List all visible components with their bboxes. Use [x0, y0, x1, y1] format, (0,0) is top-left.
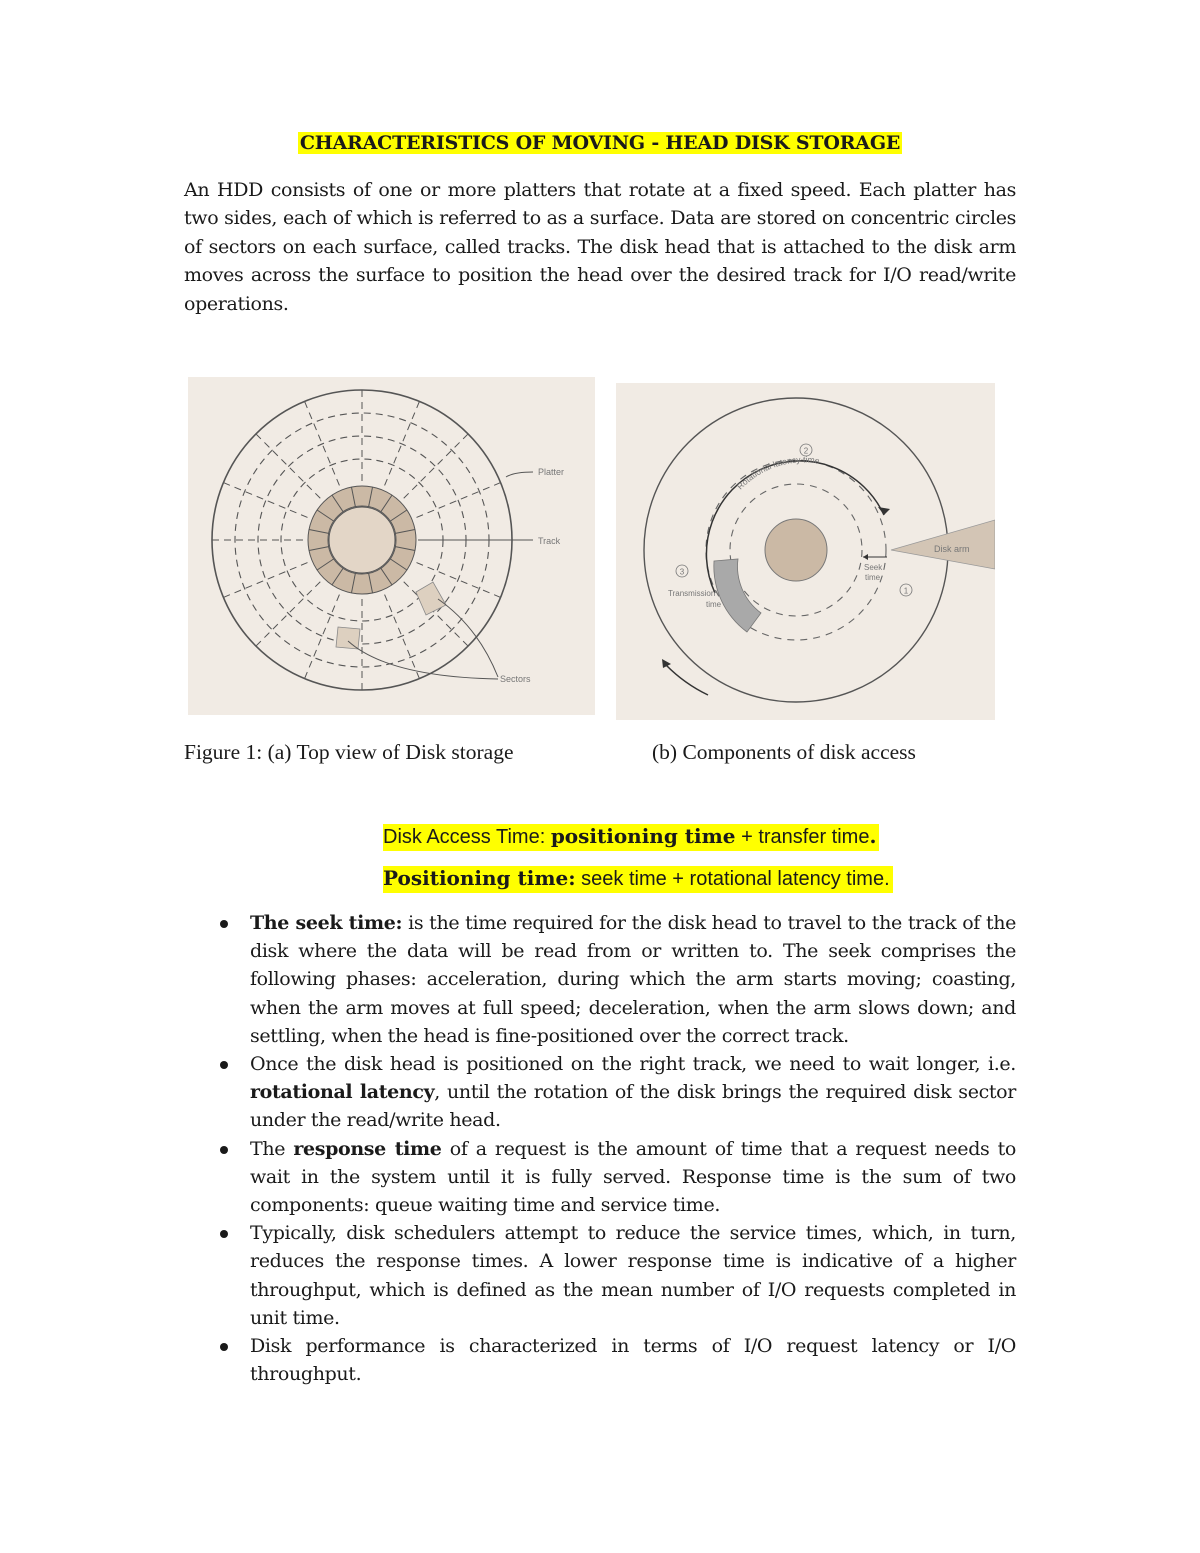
- transmission-time-label-line1: Transmission: [668, 589, 716, 598]
- bold-term: The seek time:: [250, 912, 403, 934]
- spindle-hub: [765, 519, 827, 581]
- formula-suffix: seek time + rotational latency time.: [575, 868, 890, 890]
- page-title: [0, 132, 1200, 154]
- list-item: The seek time: is the time required for the disk head to travel to the track of the disk where the data will be read from or written to. The seek comprises the following phases: acceleration, during which the arm starts moving; coasting, when the arm moves at full speed; deceleration, when the arm slows down; and settling, when the head is fine-positioned over the correct track.: [184, 909, 1016, 1050]
- highlighted-sector: [416, 582, 446, 615]
- rotational-latency-label: Rotational latency time: [734, 454, 821, 492]
- list-item: Typically, disk schedulers attempt to reduce the service times, which, in turn, reduces the response times. A lower response time is indicative of a higher throughput, which is defined as the mean number of I/O requests completed in unit time.: [184, 1219, 1016, 1332]
- platter-label: Platter: [538, 467, 565, 477]
- sectors-label: Sectors: [500, 674, 531, 684]
- figure-caption-b: (b) Components of disk access: [652, 740, 916, 764]
- transmission-sector: [714, 559, 761, 632]
- spindle-hub: [329, 507, 395, 573]
- bullet-icon: [220, 1061, 228, 1069]
- rotation-direction-arrowhead: [662, 659, 671, 668]
- step-2-number: 2: [803, 446, 809, 456]
- figure-disk-top-view: [188, 377, 595, 715]
- formula-suffix: + transfer time: [735, 826, 870, 848]
- bullet-icon: [220, 1146, 228, 1154]
- disk-access-time-formula: [383, 824, 879, 849]
- formula-end: .: [869, 824, 877, 848]
- intro-paragraph: An HDD consists of one or more platters that rotate at a fixed speed. Each platter has two sides, each of which is referred to as a surface. Data are stored on concentric circles of sectors on each surface, called tracks. The disk head that is attached to the disk arm moves across the surface to position the head over the desired track for I/O read/write operations.: [184, 179, 1016, 315]
- disk-top-view-diagram: [188, 377, 595, 715]
- track-label: Track: [538, 536, 561, 546]
- bullet-icon: [220, 1230, 228, 1238]
- step-1-number: 1: [903, 586, 909, 596]
- bold-term: rotational latency: [250, 1081, 435, 1104]
- bullet-icon: [220, 920, 228, 928]
- formula-bold-term: Positioning time:: [383, 866, 576, 890]
- formula-bold-term: positioning time: [550, 824, 736, 848]
- platter-leader: [506, 472, 533, 477]
- formula-prefix: Disk Access Time:: [383, 826, 551, 848]
- disk-access-diagram: [616, 383, 995, 720]
- highlighted-sector: [336, 627, 360, 649]
- figure-caption-a: Figure 1: (a) Top view of Disk storage: [184, 740, 514, 764]
- seek-arrowhead: [863, 554, 868, 560]
- figure-disk-access-components: [616, 383, 995, 720]
- rotational-latency-arrowhead: [878, 507, 890, 515]
- formula-highlight: [383, 824, 879, 851]
- disk-arm-label: Disk arm: [934, 544, 970, 554]
- bold-term: response time: [293, 1137, 442, 1160]
- bullet-icon: [220, 1343, 228, 1351]
- positioning-time-formula: [383, 866, 893, 891]
- sectors-leader: [348, 641, 498, 679]
- list-item: Once the disk head is positioned on the right track, we need to wait longer, i.e. rotational latency, until the rotation of the disk brings the required disk sector under the read/write head.: [184, 1050, 1016, 1135]
- seek-time-label-line1: Seek: [864, 563, 883, 572]
- list-item: Disk performance is characterized in terms of I/O request latency or I/O throughput.: [184, 1332, 1016, 1388]
- seek-time-label-line2: time: [865, 573, 881, 582]
- page-title-text: CHARACTERISTICS OF MOVING - HEAD DISK STORAGE: [299, 132, 901, 154]
- list-item: The response time of a request is the amount of time that a request needs to wait in the system until it is fully served. Response time is the sum of two components: queue waiting time and service time.: [184, 1135, 1016, 1220]
- bullet-list: [184, 909, 1016, 1388]
- step-3-number: 3: [679, 567, 685, 577]
- formula-highlight: [383, 866, 893, 893]
- transmission-time-label-line2: time: [706, 600, 722, 609]
